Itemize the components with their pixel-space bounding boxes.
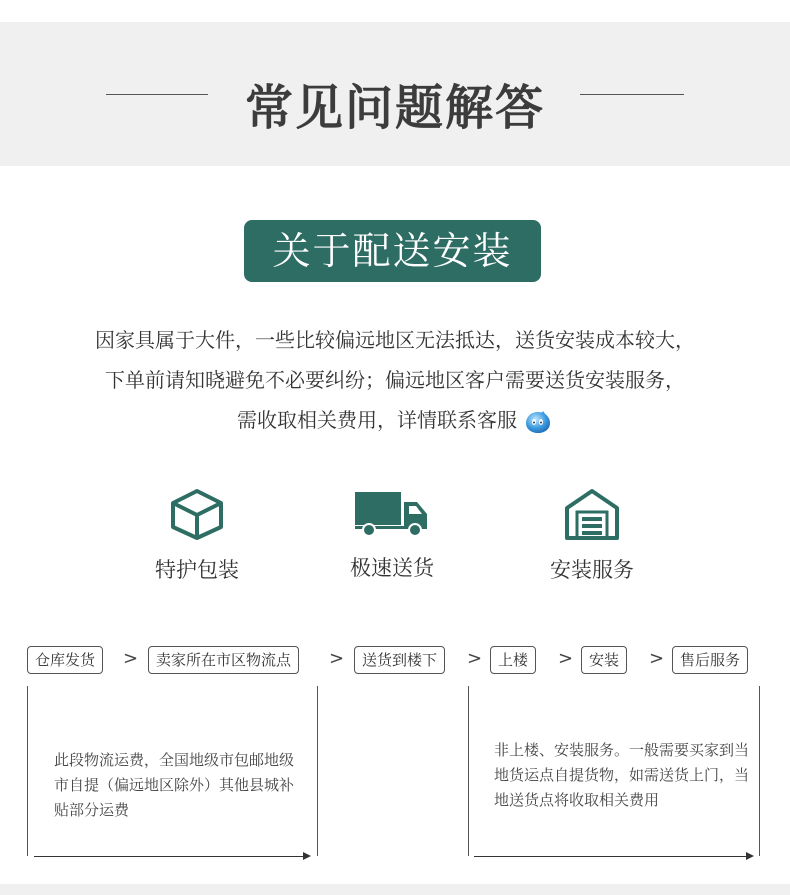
bracket-right-arrow-line bbox=[474, 856, 746, 857]
feature-label-packaging: 特护包装 bbox=[155, 558, 239, 582]
delivery-truck-icon bbox=[353, 488, 431, 538]
step-upstairs: 上楼 bbox=[490, 646, 536, 674]
step-warehouse-ship: 仓库发货 bbox=[27, 646, 103, 674]
feature-label-installation: 安装服务 bbox=[550, 558, 634, 582]
feature-special-packaging bbox=[117, 488, 277, 584]
step-separator: > bbox=[649, 648, 665, 669]
customer-service-icon[interactable] bbox=[523, 409, 553, 435]
step-after-sales: 售后服务 bbox=[672, 646, 748, 674]
bracket-right-start bbox=[468, 686, 469, 856]
intro-line-1: 因家具属于大件，一些比较偏远地区无法抵达，送货安装成本较大， bbox=[95, 328, 695, 352]
bracket-left-arrowhead bbox=[303, 852, 311, 860]
step-separator: > bbox=[329, 648, 345, 669]
step-separator: > bbox=[558, 648, 574, 669]
feature-label-delivery: 极速送货 bbox=[350, 556, 434, 580]
bracket-right-end bbox=[759, 686, 760, 856]
step-separator: > bbox=[123, 648, 139, 669]
intro-line-3 bbox=[0, 408, 790, 435]
bottom-band bbox=[0, 884, 790, 895]
page-title: 常见问题解答 bbox=[244, 80, 545, 136]
section-title-badge: 关于配送安装 bbox=[244, 220, 541, 282]
step-install: 安装 bbox=[581, 646, 627, 674]
feature-installation-service bbox=[512, 488, 672, 584]
intro-line-3-text: 需收取相关费用，详情联系客服 bbox=[237, 408, 517, 432]
header-band bbox=[0, 22, 790, 166]
installation-fee-note: 非上楼、安装服务。一般需要买家到当地货运点自提货物，如需送货上门，当地送货点将收取相关费用 bbox=[494, 741, 750, 809]
step-deliver-downstairs: 送货到楼下 bbox=[354, 646, 445, 674]
package-box-icon bbox=[168, 488, 226, 540]
bracket-right-arrowhead bbox=[746, 852, 754, 860]
header-divider-right bbox=[580, 94, 684, 95]
bracket-left-start bbox=[27, 686, 28, 856]
feature-fast-delivery bbox=[312, 488, 472, 582]
warehouse-icon bbox=[563, 488, 621, 540]
logistics-fee-note: 此段物流运费，全国地级市包邮地级市自提（偏远地区除外）其他县城补贴部分运费 bbox=[54, 751, 295, 819]
bracket-left-arrow-line bbox=[34, 856, 304, 857]
bracket-left-end bbox=[317, 686, 318, 856]
step-separator: > bbox=[467, 648, 483, 669]
step-local-logistics: 卖家所在市区物流点 bbox=[148, 646, 299, 674]
intro-line-2: 下单前请知晓避免不必要纠纷；偏远地区客户需要送货安装服务， bbox=[105, 368, 685, 392]
